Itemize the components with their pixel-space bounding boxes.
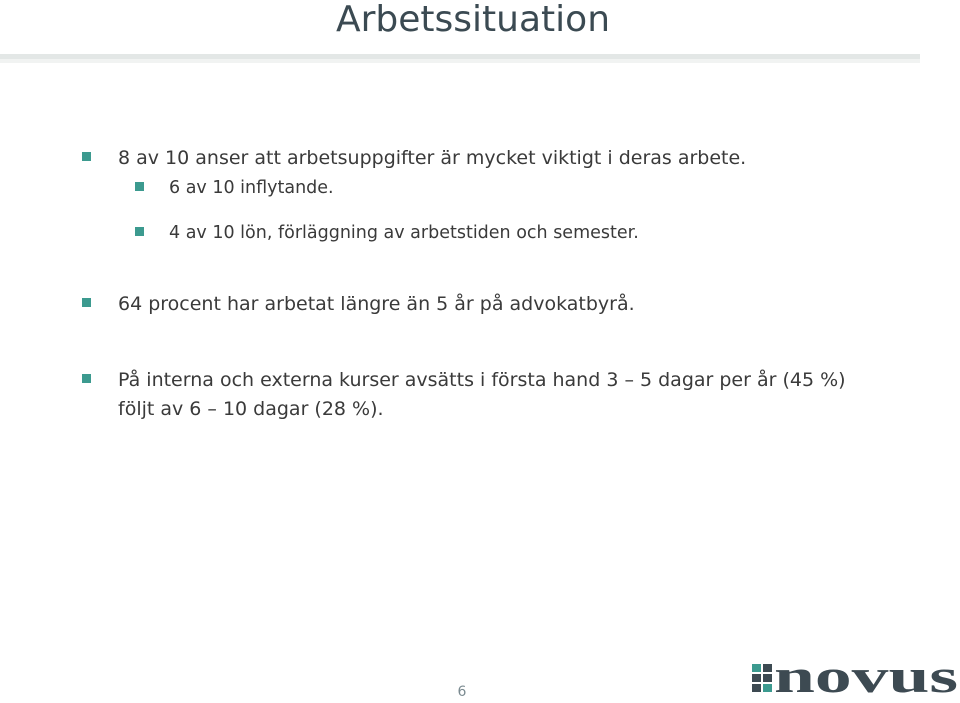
bullet-item xyxy=(82,290,635,318)
title-divider-shadow xyxy=(0,59,920,63)
square-bullet-icon xyxy=(82,298,91,307)
logo-mark-icon xyxy=(752,664,772,692)
bullet-text: 8 av 10 anser att arbetsuppgifter är mycket viktigt i deras arbete. xyxy=(118,147,747,169)
sub-bullet-text: 4 av 10 lön, förläggning av arbetstiden och semester. xyxy=(169,223,639,243)
square-bullet-icon xyxy=(135,182,144,191)
square-bullet-icon xyxy=(82,152,91,161)
sub-bullet-item xyxy=(135,219,639,247)
bullet-item xyxy=(82,366,848,424)
logo-wordmark: novus xyxy=(774,656,958,696)
square-bullet-icon xyxy=(135,227,144,236)
bullet-text: 64 procent har arbetat längre än 5 år på advokatbyrå. xyxy=(118,293,635,315)
sub-bullet-text: 6 av 10 inflytande. xyxy=(169,178,334,198)
sub-bullet-item xyxy=(135,174,334,202)
slide-title: Arbetssituation xyxy=(336,0,611,40)
page-number: 6 xyxy=(457,684,467,700)
novus-logo xyxy=(752,656,958,696)
bullet-item xyxy=(82,144,746,172)
square-bullet-icon xyxy=(82,374,91,383)
bullet-text: På interna och externa kurser avsätts i första hand 3 – 5 dagar per år (45 %) följt av 6 – 10 dagar (28 %). xyxy=(118,369,846,420)
